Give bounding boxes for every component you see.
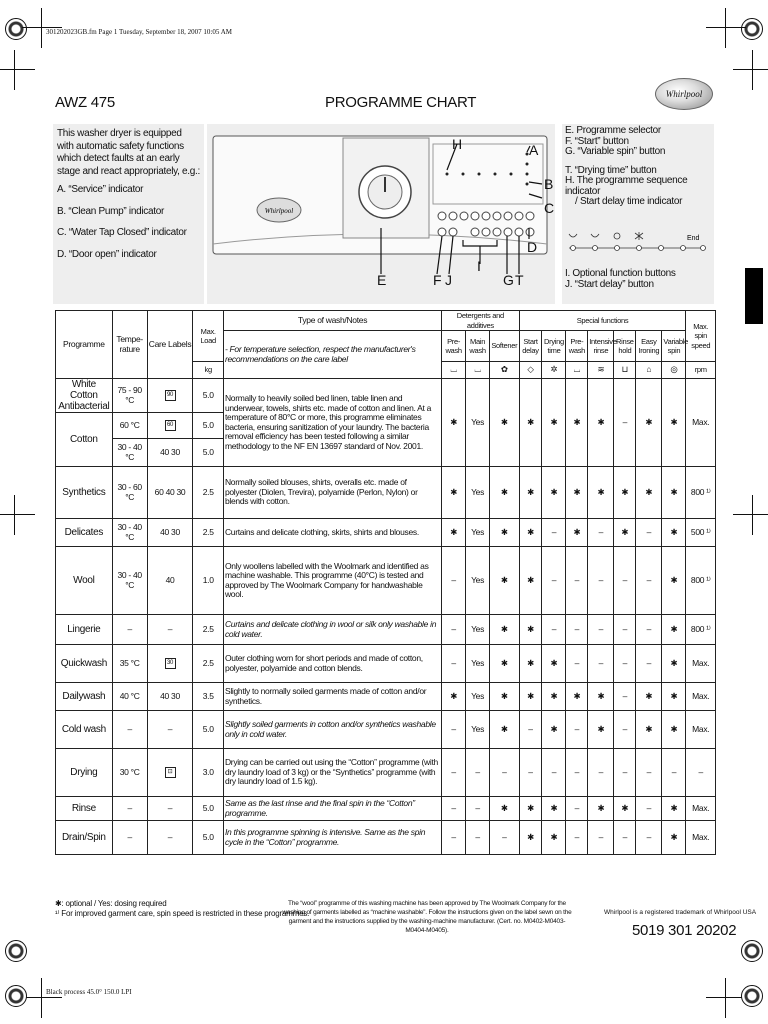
cell: Yes (466, 547, 490, 615)
cell: – (662, 749, 686, 797)
callout-J: J (445, 272, 452, 288)
cell: ✱ (614, 519, 636, 547)
care-label-icon: 60 (165, 420, 176, 431)
print-slug-top: 301202023GB.fm Page 1 Tuesday, September 18, 2007 10:05 AM (46, 28, 233, 36)
max-load: 2.5 (193, 519, 224, 547)
crop-mark (0, 495, 35, 535)
footnotes (55, 899, 309, 919)
cell: – (636, 519, 662, 547)
programme-name: Dailywash (56, 683, 113, 711)
wash-note: Slightly to normally soiled garments made of cotton and/or synthetics. (223, 683, 441, 711)
temperature: – (112, 711, 147, 749)
cell: – (588, 821, 614, 855)
max-load: 3.5 (193, 683, 224, 711)
variable-spin-icon: ◎ (662, 362, 686, 379)
cell: Yes (466, 711, 490, 749)
cell: ✱ (636, 379, 662, 467)
indicator-item: D. “Door open” indicator (57, 248, 157, 260)
max-load: 5.0 (193, 711, 224, 749)
table-row (56, 645, 716, 683)
side-tab-marker (745, 268, 763, 324)
cell: ✱ (490, 467, 519, 519)
callout-E: E (377, 272, 387, 288)
col-prewash: Pre-wash (442, 331, 466, 362)
table-row (56, 547, 716, 615)
cell: Yes (466, 645, 490, 683)
print-slug-bottom: Black process 45.0° 150.0 LPI (46, 988, 132, 996)
programme-name: Lingerie (56, 615, 113, 645)
programme-name: Delicates (56, 519, 113, 547)
cell: – (636, 797, 662, 821)
max-spin: 500 ¹⁾ (686, 519, 716, 547)
table-row (56, 797, 716, 821)
col-programme: Programme (56, 311, 113, 379)
legend-item: J. “Start delay” button (565, 279, 654, 290)
care-label (147, 379, 193, 413)
panel-legend-bottom (565, 268, 676, 290)
cell: – (442, 821, 466, 855)
temperature: – (112, 797, 147, 821)
cell: ✱ (519, 379, 542, 467)
cell: ✱ (662, 797, 686, 821)
programme-name: Rinse (56, 797, 113, 821)
callout-H: H (452, 136, 463, 152)
col-start-delay: Start delay (519, 331, 542, 362)
max-load: 2.5 (193, 467, 224, 519)
brand-logo: Whirlpool (655, 78, 713, 110)
programme-name: White Cotton Antibacterial (56, 379, 113, 413)
callout-F: F (433, 272, 442, 288)
callout-G: G (503, 272, 514, 288)
cell: ✱ (588, 683, 614, 711)
cell: – (588, 547, 614, 615)
registration-mark (741, 940, 763, 962)
cell: – (566, 821, 588, 855)
legend-item: / Start delay time indicator (575, 196, 683, 207)
cell: ✱ (636, 711, 662, 749)
cell: ✱ (588, 797, 614, 821)
temperature: 30 - 40 °C (112, 439, 147, 467)
table-row (56, 821, 716, 855)
cell: Yes (466, 683, 490, 711)
cell: – (442, 797, 466, 821)
cell: ✱ (662, 379, 686, 467)
callout-T: T (515, 272, 524, 288)
sequence-indicator-icons (565, 230, 710, 260)
max-spin: Max. (686, 797, 716, 821)
wash-note: Normally to heavily soiled bed linen, table linen and underwear, towels, shirts etc. made of cotton and linen. At a temperature of 80°C or more, this programme eliminates bacteria, ensuring sanitization of your laundry. The bacteria removal efficiency has been tested following a similar methodology to the NF EN 13697 standard of Nov. 2001. (223, 379, 441, 467)
cell: ✱ (662, 821, 686, 855)
cell: – (566, 645, 588, 683)
max-load: 5.0 (193, 797, 224, 821)
cell: ✱ (442, 683, 466, 711)
max-load: 2.5 (193, 645, 224, 683)
start-delay-icon: ◇ (519, 362, 542, 379)
cell: ✱ (662, 615, 686, 645)
cell: ✱ (542, 797, 566, 821)
cell: – (542, 547, 566, 615)
cell: – (519, 749, 542, 797)
cell: ✱ (490, 615, 519, 645)
max-spin: 800 ¹⁾ (686, 467, 716, 519)
cell: – (636, 645, 662, 683)
table-row (56, 467, 716, 519)
cell: ✱ (490, 547, 519, 615)
cell: ✱ (662, 519, 686, 547)
footnote: ✱: optional / Yes: dosing required (55, 899, 167, 908)
svg-text:Whirlpool: Whirlpool (264, 207, 294, 215)
cell: ✱ (519, 615, 542, 645)
cell: ✱ (636, 683, 662, 711)
col-easy-ironing: Easy Ironing (636, 331, 662, 362)
col-softener: Softener (490, 331, 519, 362)
cell: – (614, 645, 636, 683)
crop-mark (22, 978, 62, 1018)
cell: – (636, 615, 662, 645)
cell: ✱ (542, 821, 566, 855)
legend-item: H. The programme sequence indicator (565, 175, 688, 197)
cell: ✱ (614, 797, 636, 821)
table-row (56, 615, 716, 645)
max-load: 5.0 (193, 821, 224, 855)
cell: ✱ (566, 467, 588, 519)
table-row (56, 683, 716, 711)
cell: ✱ (542, 467, 566, 519)
care-label (147, 645, 193, 683)
care-label-icon: 30 (165, 658, 176, 669)
max-spin: Max. (686, 711, 716, 749)
max-load: 5.0 (193, 379, 224, 413)
max-load: 5.0 (193, 413, 224, 439)
callout-B: B (544, 176, 554, 192)
col-variable-spin: Variable spin (662, 331, 686, 362)
cell: – (442, 615, 466, 645)
cell: – (442, 547, 466, 615)
woolmark-note: The “wool” programme of this washing machine has been approved by The Woolmark Company for the washing of garments labelled as “machine washable”. Follow the instructions given on the label sewn on the garment and the instructions supplied by the washing-machine manufacturer. (Cert. no. M0402-M0403-M0404-M0405). (282, 900, 572, 934)
cell: – (566, 547, 588, 615)
cell: ✱ (519, 797, 542, 821)
cell: – (614, 615, 636, 645)
col-care-labels: Care Labels (147, 311, 193, 379)
cell: – (636, 547, 662, 615)
cell: – (566, 797, 588, 821)
cell: – (588, 519, 614, 547)
legend-item: T. “Drying time” button (565, 164, 657, 176)
wash-note: Same as the last rinse and the final spin in the “Cotton” programme. (223, 797, 441, 821)
care-label (147, 413, 193, 439)
cell: ✱ (490, 379, 519, 467)
sequence-end-label: End (687, 235, 700, 242)
cell: ✱ (442, 519, 466, 547)
callout-I: I (477, 258, 481, 274)
cell: ✱ (636, 467, 662, 519)
care-label: 40 30 (147, 439, 193, 467)
registration-mark (741, 985, 763, 1007)
programme-name: Drain/Spin (56, 821, 113, 855)
cell: ✱ (662, 467, 686, 519)
cell: Yes (466, 467, 490, 519)
temperature: 60 °C (112, 413, 147, 439)
cell: – (542, 615, 566, 645)
rpm-unit: rpm (686, 362, 716, 379)
cell: ✱ (490, 683, 519, 711)
care-label: – (147, 615, 193, 645)
legend-item: I. Optional function buttons (565, 268, 676, 279)
temperature: 35 °C (112, 645, 147, 683)
cell: ✱ (566, 379, 588, 467)
indicator-list (57, 184, 200, 261)
cell: – (614, 749, 636, 797)
temperature: 30 °C (112, 749, 147, 797)
cell: ✱ (662, 645, 686, 683)
col-prewash-option: Pre-wash (566, 331, 588, 362)
cell: ✱ (588, 379, 614, 467)
cell: ✱ (614, 467, 636, 519)
col-mainwash: Main wash (466, 331, 490, 362)
crop-mark (733, 50, 768, 90)
cell: ✱ (519, 519, 542, 547)
max-spin: 800 ¹⁾ (686, 547, 716, 615)
temperature: 75 - 90 °C (112, 379, 147, 413)
callout-D: D (527, 239, 538, 255)
softener-icon: ✿ (490, 362, 519, 379)
wash-note: In this programme spinning is intensive. Same as the spin cycle in the “Cotton” programme. (223, 821, 441, 855)
cell: – (636, 821, 662, 855)
cell: ✱ (442, 379, 466, 467)
col-max-spin: Max. spin speed (686, 311, 716, 362)
care-label: – (147, 821, 193, 855)
col-max-load: Max. Load (193, 311, 224, 362)
trademark-note: Whirlpool is a registered trademark of Whirlpool USA (604, 909, 757, 916)
col-detergents: Detergents and additives (442, 311, 519, 331)
care-label-icon: 90 (165, 390, 176, 401)
wash-note: Normally soiled blouses, shirts, overalls etc. made of polyester (Diolen, Trevira), polyamide (Perlon, Nylon) or blends with cotton. (223, 467, 441, 519)
cell: ✱ (490, 519, 519, 547)
crop-mark (706, 8, 746, 48)
indicator-item: B. “Clean Pump” indicator (57, 205, 164, 217)
cell: – (442, 749, 466, 797)
max-spin: – (686, 749, 716, 797)
cell: ✱ (490, 645, 519, 683)
registration-mark (5, 940, 27, 962)
care-label: 40 30 (147, 519, 193, 547)
col-special-functions: Special functions (519, 311, 686, 331)
tumble-dry-icon: ⊡ (165, 767, 176, 778)
cell: – (614, 821, 636, 855)
cell: ✱ (519, 821, 542, 855)
programme-name: Drying (56, 749, 113, 797)
table-row (56, 379, 716, 413)
cell: ✱ (519, 467, 542, 519)
wash-note: Slightly soiled garments in cotton and/or synthetics washable only in cold water. (223, 711, 441, 749)
wash-note: Only woollens labelled with the Woolmark and identified as machine washable. This programme (40°C) is tested and approved by The Woolmark Company for handwashable wool. (223, 547, 441, 615)
cell: ✱ (566, 683, 588, 711)
cell: ✱ (662, 683, 686, 711)
cell: – (466, 821, 490, 855)
max-load: 1.0 (193, 547, 224, 615)
callout-C: C (544, 200, 555, 216)
care-label (147, 749, 193, 797)
care-label: – (147, 797, 193, 821)
crop-mark (733, 495, 768, 535)
col-rinse-hold: Rinse hold (614, 331, 636, 362)
cell: – (588, 615, 614, 645)
cell: ✱ (542, 711, 566, 749)
cell: Yes (466, 519, 490, 547)
control-panel-illustration (207, 124, 555, 304)
col-drying-time: Drying time (542, 331, 566, 362)
intro-text: This washer dryer is equipped with automatic safety functions which detect faults at an early stage and react appropriately, e.g.: (57, 128, 200, 177)
easy-ironing-icon: ⌂ (636, 362, 662, 379)
cell: ✱ (662, 547, 686, 615)
max-spin: Max. (686, 683, 716, 711)
cell: ✱ (519, 645, 542, 683)
cell: – (588, 749, 614, 797)
cell: ✱ (662, 711, 686, 749)
temperature: 30 - 40 °C (112, 519, 147, 547)
cell: ✱ (542, 379, 566, 467)
temperature: – (112, 615, 147, 645)
wash-note: Curtains and delicate clothing, skirts, shirts and blouses. (223, 519, 441, 547)
temperature: – (112, 821, 147, 855)
cell: ✱ (542, 645, 566, 683)
rinse-hold-icon: ⊔ (614, 362, 636, 379)
wash-note: Drying can be carried out using the “Cotton” programme (with dry laundry load of 3 kg) or the “Synthetics” programme (with dry laundry load of 1.5 kg). (223, 749, 441, 797)
max-spin: Max. (686, 821, 716, 855)
max-load: 3.0 (193, 749, 224, 797)
cell: – (442, 711, 466, 749)
max-spin: 800 ¹⁾ (686, 615, 716, 645)
prewash-option-icon: ⌴ (566, 362, 588, 379)
programme-name: Quickwash (56, 645, 113, 683)
programme-name: Synthetics (56, 467, 113, 519)
max-spin: Max. (686, 379, 716, 467)
care-label: 60 40 30 (147, 467, 193, 519)
cell: – (490, 749, 519, 797)
cell: ✱ (519, 547, 542, 615)
cell: – (442, 645, 466, 683)
table-row (56, 749, 716, 797)
programme-name: Cold wash (56, 711, 113, 749)
table-header-row (56, 311, 716, 331)
cell: – (466, 797, 490, 821)
model-name: AWZ 475 (55, 94, 115, 111)
cell: ✱ (566, 519, 588, 547)
temperature: 30 - 40 °C (112, 547, 147, 615)
col-intensive-rinse: Intensive rinse (588, 331, 614, 362)
crop-mark (706, 978, 746, 1018)
cell: ✱ (588, 467, 614, 519)
page-title: PROGRAMME CHART (325, 94, 477, 111)
wash-note: Curtains and delicate clothing in wool or silk only washable in cold water. (223, 615, 441, 645)
col-type-of-wash: Type of wash/Notes (223, 311, 441, 331)
document-code: 5019 301 20202 (632, 922, 737, 939)
cell: ✱ (490, 797, 519, 821)
cell: – (566, 749, 588, 797)
cell: – (614, 711, 636, 749)
legend-item: F. “Start” button (565, 135, 629, 147)
table-row (56, 711, 716, 749)
cell: – (466, 749, 490, 797)
prewash-icon: ⌴ (442, 362, 466, 379)
max-load: 2.5 (193, 615, 224, 645)
indicator-item: A. “Service” indicator (57, 184, 144, 195)
intro-box (53, 124, 204, 304)
wash-note: Outer clothing worn for short periods and made of cotton, polyester, polyamide and cotton blends. (223, 645, 441, 683)
cell: – (614, 683, 636, 711)
cell: – (588, 645, 614, 683)
programme-table (55, 310, 716, 855)
callout-A: A (529, 142, 539, 158)
programme-name: Wool (56, 547, 113, 615)
indicator-item: C. “Water Tap Closed” indicator (57, 227, 187, 238)
cell: – (566, 711, 588, 749)
cell: – (519, 711, 542, 749)
care-label: 40 30 (147, 683, 193, 711)
type-note: - For temperature selection, respect the manufacturer's recommendations on the care label (223, 331, 441, 379)
cell: – (490, 821, 519, 855)
programme-name: Cotton (56, 413, 113, 467)
max-load-unit: kg (193, 362, 224, 379)
care-label: 40 (147, 547, 193, 615)
cell: ✱ (442, 467, 466, 519)
temperature: 30 - 60 °C (112, 467, 147, 519)
max-spin: Max. (686, 645, 716, 683)
registration-mark (5, 985, 27, 1007)
cell: Yes (466, 379, 490, 467)
intensive-rinse-icon: ≋ (588, 362, 614, 379)
cell: – (542, 749, 566, 797)
drying-icon: ✲ (542, 362, 566, 379)
cell: ✱ (542, 683, 566, 711)
cell: – (614, 379, 636, 467)
cell: Yes (466, 615, 490, 645)
cell: ✱ (519, 683, 542, 711)
footnote: ¹⁾ For improved garment care, spin speed is restricted in these programmes. (55, 909, 310, 918)
mainwash-icon: ⌴ (466, 362, 490, 379)
legend-item: G. “Variable spin” button (565, 146, 666, 157)
cell: – (636, 749, 662, 797)
cell: – (542, 519, 566, 547)
care-label: – (147, 711, 193, 749)
temperature: 40 °C (112, 683, 147, 711)
cell: ✱ (588, 711, 614, 749)
legend-item: E. Programme selector (565, 125, 661, 136)
crop-mark (0, 50, 35, 90)
cell: – (566, 615, 588, 645)
col-temperature: Tempe-rature (112, 311, 147, 379)
max-load: 5.0 (193, 439, 224, 467)
cell: ✱ (490, 711, 519, 749)
table-row (56, 519, 716, 547)
cell: – (614, 547, 636, 615)
